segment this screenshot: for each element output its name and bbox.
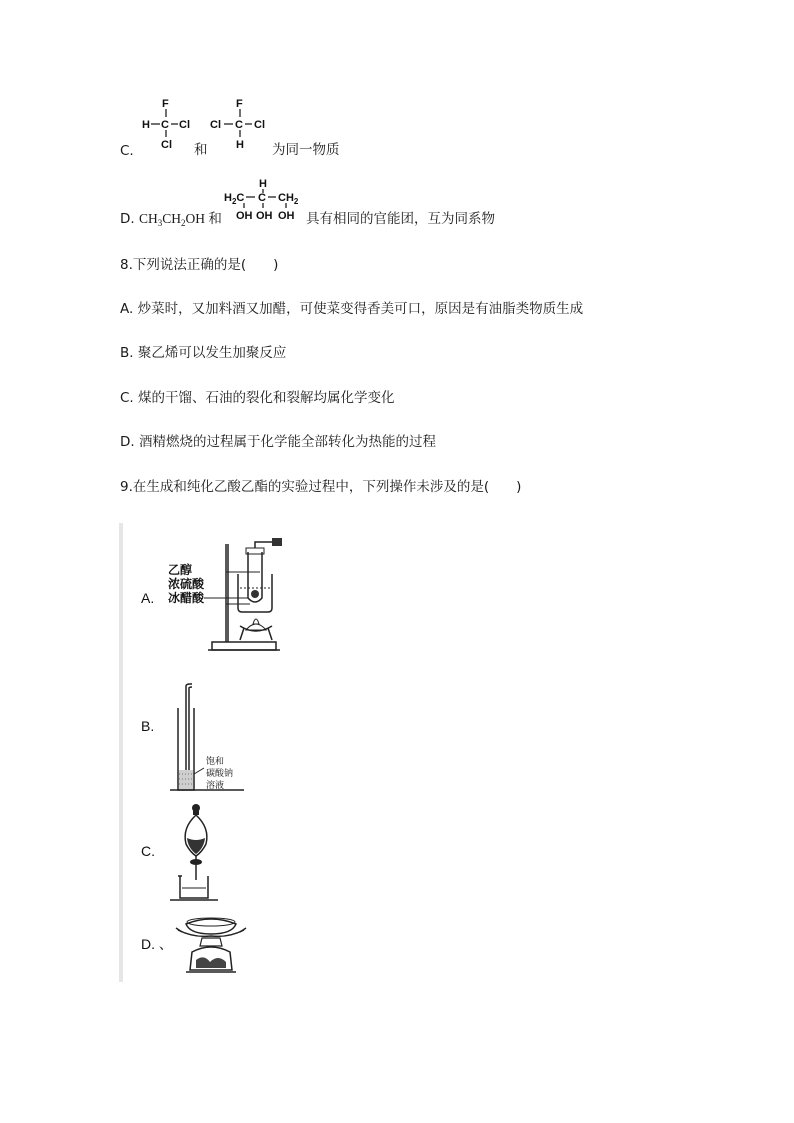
atom-f: F [236, 98, 243, 110]
apparatus-collecting-tube [164, 682, 248, 792]
atom-c: C [161, 119, 169, 131]
atom-h: H [142, 119, 150, 131]
atom-c: C [235, 119, 243, 131]
apparatus-reflux-heating [160, 538, 286, 658]
atom-ch2: $CH_2$ [278, 192, 299, 206]
molecule-glycerol [222, 176, 306, 224]
atom-cl-right: Cl [254, 119, 265, 131]
ethanol-formula: $CH_3CH_2OH$ [138, 211, 206, 228]
atom-h-top: H [259, 178, 267, 190]
quote-sidebar-bar [119, 523, 123, 982]
atom-oh-1: OH [236, 210, 253, 222]
atom-oh-3: OH [278, 210, 295, 222]
q8-option-d: D. 酒精燃烧的过程属于化学能全部转化为热能的过程 [120, 434, 436, 450]
atom-c-center: C [258, 192, 266, 204]
apparatus-separatory-funnel [164, 802, 224, 904]
reagent-saturated: 饱和 [206, 757, 225, 767]
q8-option-c: C. 煤的干馏、石油的裂化和裂解均属化学变化 [120, 390, 395, 406]
atom-oh-2: OH [256, 210, 273, 222]
atom-cl-right: Cl [179, 119, 190, 131]
q9-option-d-label: D. 、 [141, 936, 173, 952]
q9-option-a-label: A. [141, 590, 155, 606]
molecule-chclf-1 [138, 96, 198, 152]
reagent-ethanol: 乙醇 [168, 563, 193, 577]
apparatus-evaporating-dish [174, 908, 248, 978]
q7-option-d-label: D. $CH_3CH_2OH$ 和 [120, 211, 222, 228]
atom-cl-bottom: Cl [161, 139, 172, 151]
q8-title: 8.下列说法正确的是( ) [120, 257, 279, 273]
q9-option-b-label: B. [141, 718, 155, 734]
q7-option-d-text: 具有相同的官能团，互为同系物 [306, 211, 495, 227]
reagent-conc-h2so4: 浓硫酸 [168, 577, 205, 591]
q8-option-a: A. 炒菜时，又加料酒又加醋，可使菜变得香美可口，原因是有油脂类物质生成 [120, 301, 584, 317]
atom-cl-left: Cl [210, 119, 221, 131]
q9-title: 9.在生成和纯化乙酸乙酯的实验过程中，下列操作未涉及的是( ) [120, 479, 522, 495]
molecule-chclf-2 [208, 96, 272, 152]
atom-f: F [162, 98, 169, 110]
q9-option-c-label: C. [141, 843, 155, 859]
reagent-glacial-acetic-acid: 冰醋酸 [168, 591, 205, 605]
reagent-solution: 溶液 [206, 781, 225, 791]
q8-option-b: B. 聚乙烯可以发生加聚反应 [120, 345, 287, 361]
atom-h2c: $H_2C$ [224, 192, 245, 206]
q7-option-c-text: 为同一物质 [272, 142, 340, 158]
reagent-sodium-carbonate: 碳酸钠 [206, 769, 234, 779]
q7-option-c-label: C. [120, 143, 134, 159]
q7-option-c-and: 和 [194, 142, 208, 158]
atom-h: H [236, 139, 244, 151]
